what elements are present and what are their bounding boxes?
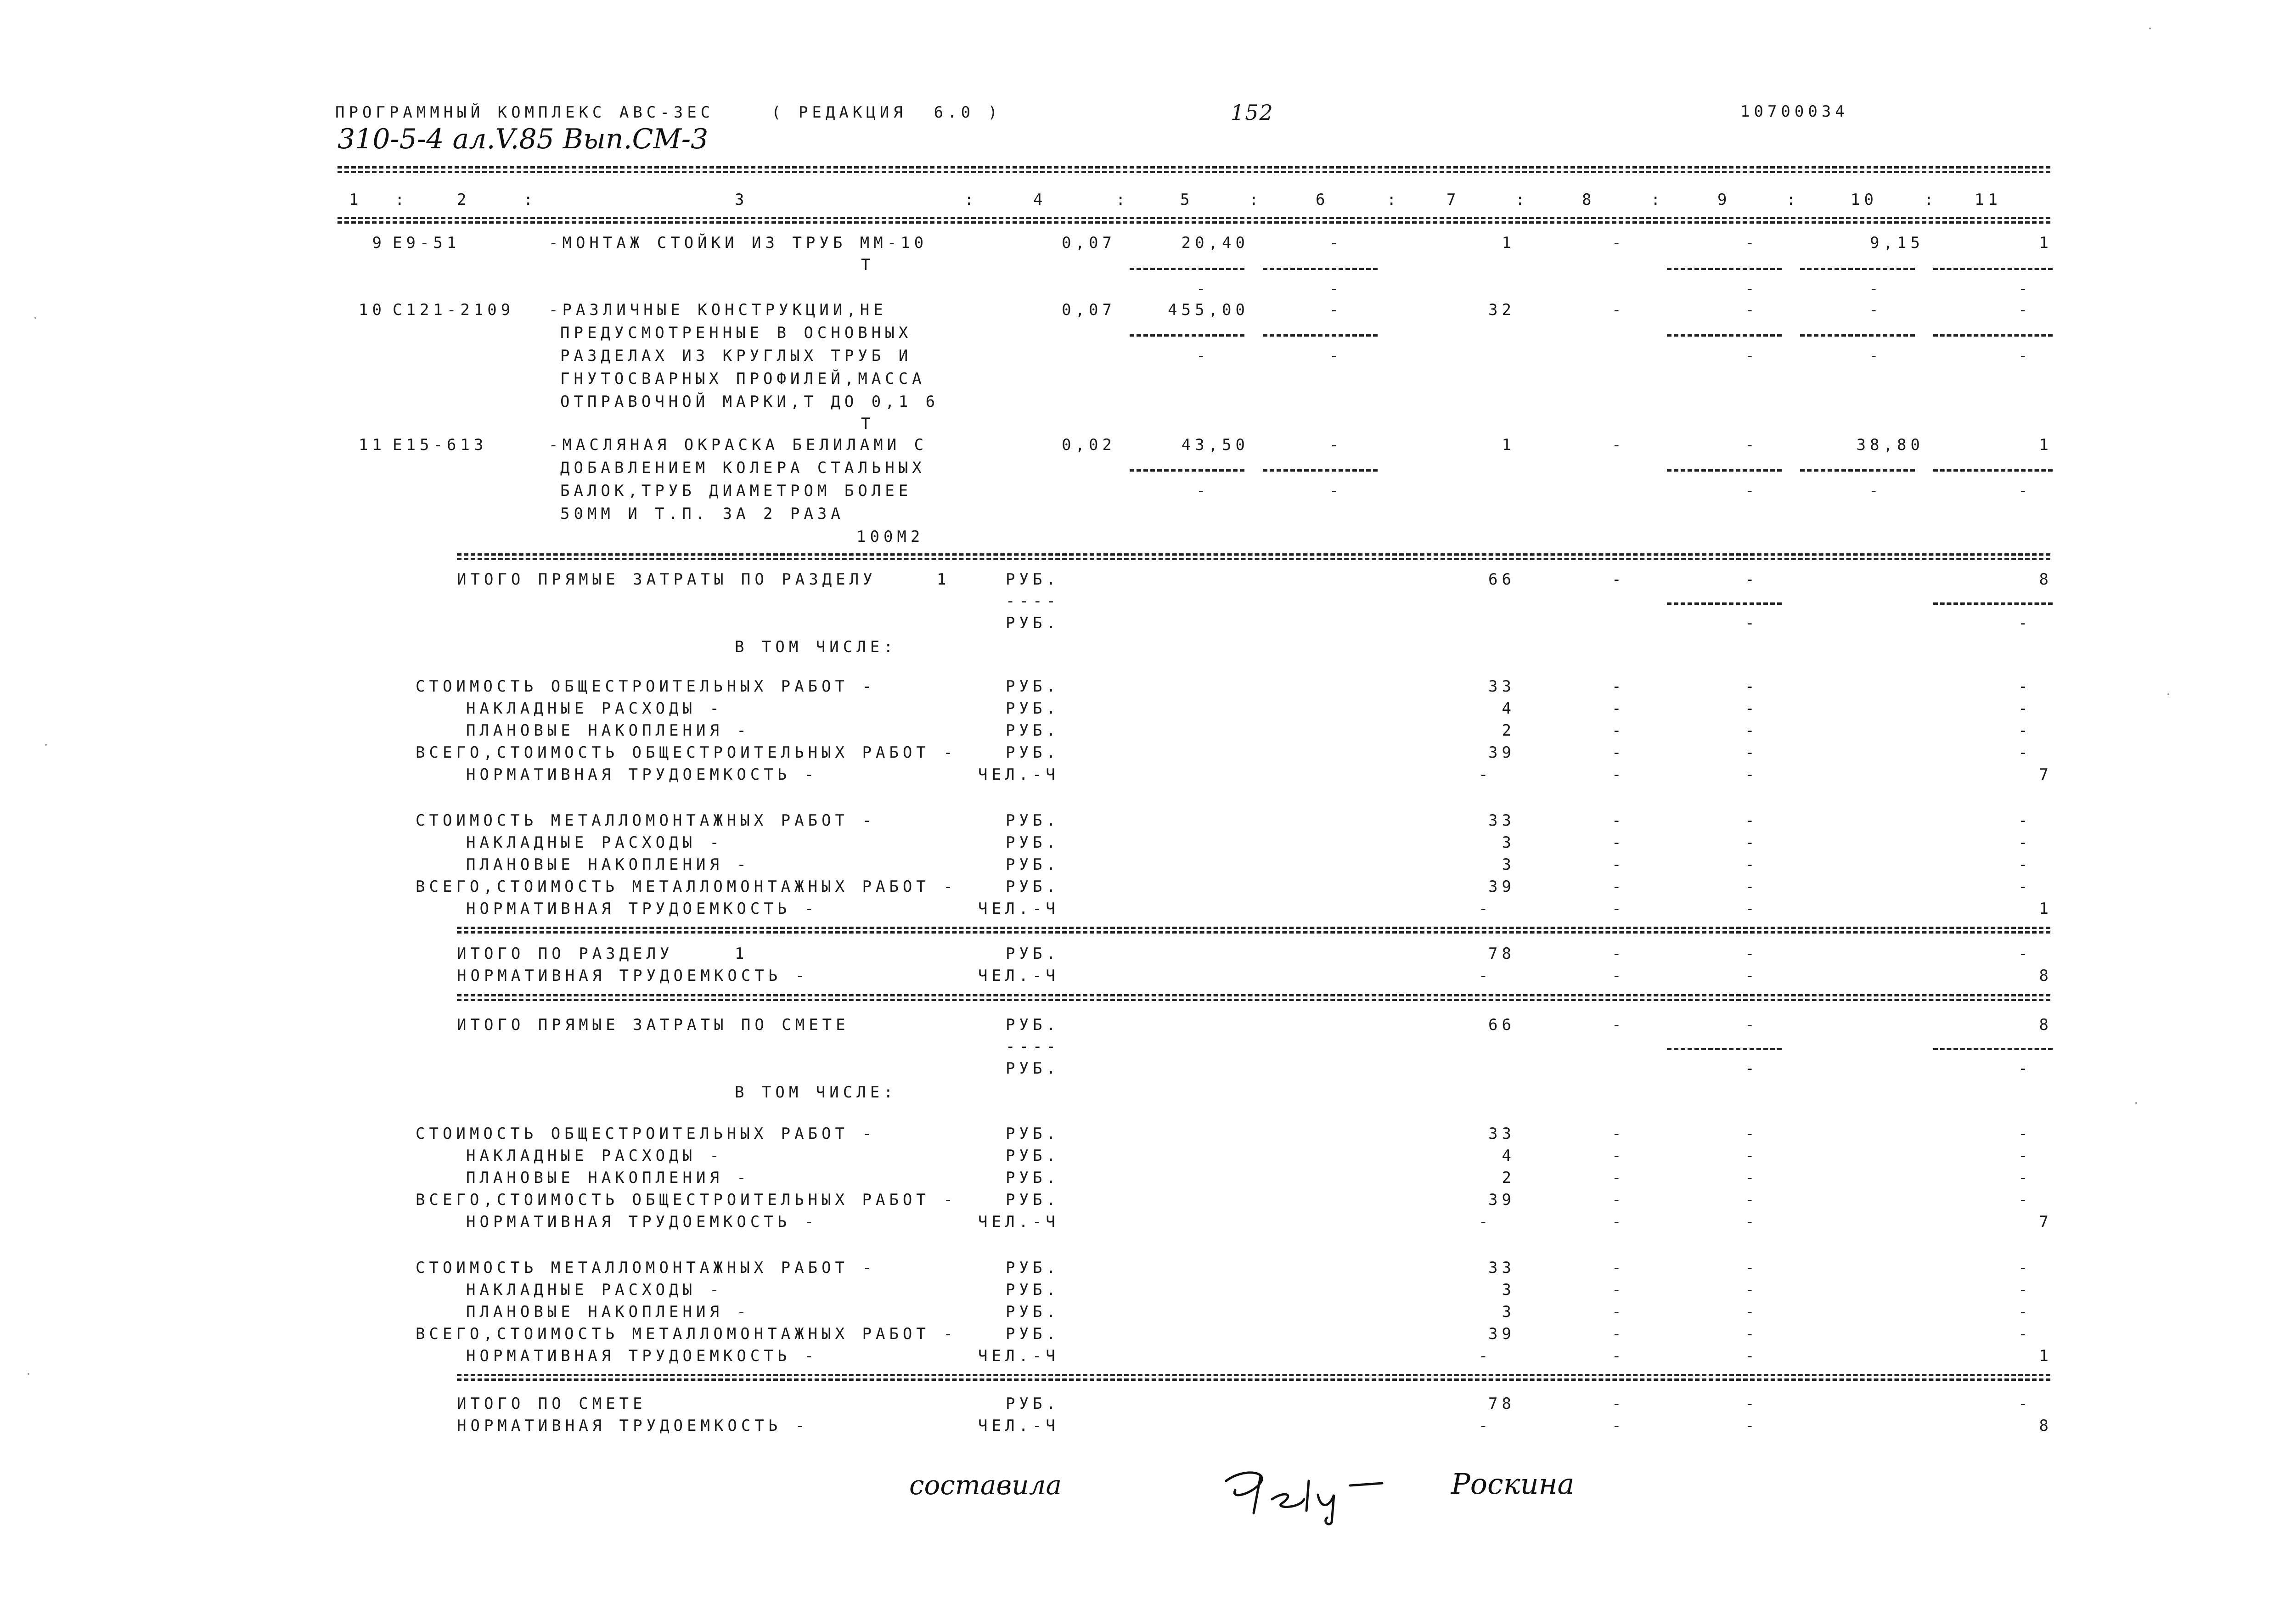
item-col9: - bbox=[1745, 234, 1759, 252]
item-description: -МАСЛЯНАЯ ОКРАСКА БЕЛИЛАМИ С bbox=[549, 436, 928, 454]
estimate-direct-col11: 8 bbox=[2039, 1016, 2053, 1034]
dash-col7: - bbox=[1479, 967, 1492, 985]
estimate-subrule bbox=[1933, 1048, 2053, 1050]
dash-col8: - bbox=[1612, 1281, 1626, 1299]
item-unit: 100М2 bbox=[856, 528, 924, 546]
item-description: 50ММ И Т.П. ЗА 2 РАЗА bbox=[560, 505, 844, 523]
gen-cost-label: СТОИМОСТЬ ОБЩЕСТРОИТЕЛЬНЫХ РАБОТ - bbox=[416, 1125, 876, 1143]
dash-col8: - bbox=[1612, 1347, 1626, 1365]
dash-col9: - bbox=[1745, 570, 1759, 589]
unit-rub: РУБ. bbox=[1006, 1191, 1060, 1209]
dash-col8: - bbox=[1612, 855, 1626, 874]
gen-total-label: ВСЕГО,СТОИМОСТЬ ОБЩЕСТРОИТЕЛЬНЫХ РАБОТ - bbox=[416, 743, 957, 762]
col-sep: : bbox=[395, 191, 409, 209]
item-col7: 1 bbox=[1502, 436, 1515, 454]
col-4: 4 bbox=[1033, 191, 1047, 209]
unit-rub: РУБ. bbox=[1006, 1169, 1060, 1187]
unit-rub: РУБ. bbox=[1006, 570, 1060, 589]
col-10: 10 bbox=[1851, 191, 1878, 209]
col-7: 7 bbox=[1446, 191, 1460, 209]
met-overhead-value: 3 bbox=[1502, 833, 1515, 852]
col-9: 9 bbox=[1717, 191, 1731, 209]
unit-rub: РУБ. bbox=[1006, 1395, 1060, 1413]
section-labor-col11: 8 bbox=[2039, 967, 2053, 985]
dash-col9: - bbox=[1745, 743, 1759, 762]
unit-chelh: ЧЕЛ.-Ч bbox=[978, 765, 1059, 784]
dash-col7: - bbox=[1479, 1417, 1492, 1435]
scan-speck bbox=[2135, 1102, 2137, 1104]
col-sep: : bbox=[1515, 191, 1529, 209]
overhead-value: 4 bbox=[1502, 1147, 1515, 1165]
dash-col8: - bbox=[1612, 878, 1626, 896]
unit-chelh: ЧЕЛ.-Ч bbox=[978, 1213, 1059, 1231]
item-sub-dash: - bbox=[2018, 347, 2032, 365]
item-description: -МОНТАЖ СТОЙКИ ИЗ ТРУБ ММ-10 bbox=[549, 234, 928, 252]
dashes-under-rub: ---- bbox=[1006, 1037, 1060, 1056]
item-subrule bbox=[1130, 268, 1244, 270]
dash-col8: - bbox=[1612, 833, 1626, 852]
item-col7: 32 bbox=[1488, 301, 1515, 319]
dash-col8: - bbox=[1612, 1169, 1626, 1187]
item-sub-dash: - bbox=[2018, 482, 2032, 500]
estimate-direct-label: ИТОГО ПРЯМЫЕ ЗАТРАТЫ ПО СМЕТЕ bbox=[457, 1016, 850, 1034]
dash-col8: - bbox=[1612, 945, 1626, 963]
dash-col7: - bbox=[1479, 765, 1492, 784]
unit-chelh: ЧЕЛ.-Ч bbox=[978, 1347, 1059, 1365]
dash-col9: - bbox=[1745, 614, 1759, 632]
dash-col9: - bbox=[1745, 1303, 1759, 1321]
dash-col9: - bbox=[1745, 1395, 1759, 1413]
dash-col9: - bbox=[1745, 1325, 1759, 1343]
dash-col11: - bbox=[2018, 945, 2032, 963]
unit-rub: РУБ. bbox=[1006, 614, 1060, 632]
item-sub-dash: - bbox=[1196, 482, 1210, 500]
item-number: 11 bbox=[359, 436, 386, 454]
dash-col9: - bbox=[1745, 1059, 1759, 1078]
unit-rub: РУБ. bbox=[1006, 699, 1060, 718]
item-unit: Т bbox=[861, 256, 875, 274]
unit-rub: РУБ. bbox=[1006, 1016, 1060, 1034]
labor-label: НОРМАТИВНАЯ ТРУДОЕМКОСТЬ - bbox=[466, 1347, 818, 1365]
item-description: ПРЕДУСМОТРЕННЫЕ В ОСНОВНЫХ bbox=[560, 324, 912, 342]
program-name: ПРОГРАММНЫЙ КОМПЛЕКС АВС-3ЕС bbox=[335, 103, 715, 122]
item-sub-dash: - bbox=[1329, 482, 1343, 500]
gen-cost-value: 33 bbox=[1488, 677, 1515, 696]
col-1: 1 bbox=[349, 191, 363, 209]
item-col11: 1 bbox=[2039, 234, 2053, 252]
estimate-total-label: ИТОГО ПО СМЕТЕ bbox=[457, 1395, 647, 1413]
met-cost-value: 33 bbox=[1488, 811, 1515, 830]
estimate-total-col7: 78 bbox=[1488, 1395, 1515, 1413]
item-description: ГНУТОСВАРНЫХ ПРОФИЛЕЙ,МАССА bbox=[560, 370, 926, 388]
item-sub-dash: - bbox=[1329, 347, 1343, 365]
dash-col11: - bbox=[2018, 833, 2032, 852]
unit-rub: РУБ. bbox=[1006, 811, 1060, 830]
section-total-label: ИТОГО ПО РАЗДЕЛУ bbox=[457, 945, 674, 963]
dash-col9: - bbox=[1745, 1347, 1759, 1365]
unit-rub: РУБ. bbox=[1006, 1059, 1060, 1078]
gen-total-value: 39 bbox=[1488, 743, 1515, 762]
section-subrule bbox=[1667, 602, 1782, 605]
scan-speck bbox=[45, 744, 47, 746]
dash-col7: - bbox=[1479, 1347, 1492, 1365]
item-description: РАЗДЕЛАХ ИЗ КРУГЛЫХ ТРУБ И bbox=[560, 347, 912, 365]
item-sub-dash: - bbox=[1745, 347, 1759, 365]
dash-col8: - bbox=[1612, 570, 1626, 589]
overhead-label: НАКЛАДНЫЕ РАСХОДЫ - bbox=[466, 833, 723, 852]
item-col10: 38,80 bbox=[1856, 436, 1924, 454]
scan-speck bbox=[2149, 28, 2151, 29]
dash-col8: - bbox=[1612, 967, 1626, 985]
section-subrule bbox=[1933, 602, 2053, 605]
section-rule bbox=[457, 553, 2050, 556]
dash-col9: - bbox=[1745, 1281, 1759, 1299]
dash-col11: - bbox=[2018, 1259, 2032, 1277]
item-code: Е9-51 bbox=[393, 234, 461, 252]
dash-col9: - bbox=[1745, 699, 1759, 718]
dash-col9: - bbox=[1745, 900, 1759, 918]
rule-header-1 bbox=[338, 217, 2050, 219]
gen-cost-value: 33 bbox=[1488, 1125, 1515, 1143]
dash-col9: - bbox=[1745, 833, 1759, 852]
dash-col8: - bbox=[1612, 811, 1626, 830]
unit-rub: РУБ. bbox=[1006, 1259, 1060, 1277]
labor-label: НОРМАТИВНАЯ ТРУДОЕМКОСТЬ - bbox=[466, 765, 818, 784]
unit-rub: РУБ. bbox=[1006, 1147, 1060, 1165]
dash-col11: - bbox=[2018, 811, 2032, 830]
section-including: В ТОМ ЧИСЛЕ: bbox=[735, 638, 897, 656]
item-col7: 1 bbox=[1502, 234, 1515, 252]
item-col8: - bbox=[1612, 436, 1626, 454]
dash-col9: - bbox=[1745, 1417, 1759, 1435]
item-subrule bbox=[1800, 268, 1915, 270]
dash-col8: - bbox=[1612, 1191, 1626, 1209]
savings-label: ПЛАНОВЫЕ НАКОПЛЕНИЯ - bbox=[466, 1169, 750, 1187]
met-cost-label: СТОИМОСТЬ МЕТАЛЛОМОНТАЖНЫХ РАБОТ - bbox=[416, 811, 876, 830]
dash-col9: - bbox=[1745, 1125, 1759, 1143]
unit-rub: РУБ. bbox=[1006, 878, 1060, 896]
met-total-value: 39 bbox=[1488, 1325, 1515, 1343]
doc-code: 10700034 bbox=[1740, 102, 1849, 121]
item-subrule bbox=[1933, 268, 2053, 270]
met-savings-value: 3 bbox=[1502, 1303, 1515, 1321]
met-labor-col11: 1 bbox=[2039, 1347, 2053, 1365]
met-cost-value: 33 bbox=[1488, 1259, 1515, 1277]
col-sep: : bbox=[1924, 191, 1938, 209]
dash-col8: - bbox=[1612, 721, 1626, 740]
gen-labor-col11: 7 bbox=[2039, 765, 2053, 784]
estimate-rule bbox=[457, 999, 2050, 1001]
dash-col8: - bbox=[1612, 1325, 1626, 1343]
item-subrule bbox=[1667, 469, 1782, 472]
item-unit-price: 43,50 bbox=[1181, 436, 1249, 454]
dash-col9: - bbox=[1745, 1147, 1759, 1165]
met-savings-value: 3 bbox=[1502, 855, 1515, 874]
scan-speck bbox=[28, 1373, 29, 1375]
rule-header-2 bbox=[338, 221, 2050, 224]
col-6: 6 bbox=[1316, 191, 1329, 209]
dash-col7: - bbox=[1479, 1213, 1492, 1231]
section-direct-number: 1 bbox=[937, 570, 951, 589]
item-subrule bbox=[1933, 334, 2053, 337]
section-total-number: 1 bbox=[735, 945, 748, 963]
section-rule bbox=[457, 558, 2050, 560]
labor-label: НОРМАТИВНАЯ ТРУДОЕМКОСТЬ - bbox=[466, 900, 818, 918]
dash-col11: - bbox=[2018, 1191, 2032, 1209]
dash-col11: - bbox=[2018, 1325, 2032, 1343]
met-cost-label: СТОИМОСТЬ МЕТАЛЛОМОНТАЖНЫХ РАБОТ - bbox=[416, 1259, 876, 1277]
gen-cost-label: СТОИМОСТЬ ОБЩЕСТРОИТЕЛЬНЫХ РАБОТ - bbox=[416, 677, 876, 696]
dash-col11: - bbox=[2018, 721, 2032, 740]
item-sub-dash: - bbox=[1745, 280, 1759, 298]
item-sub-dash: - bbox=[1329, 280, 1343, 298]
col-sep: : bbox=[1651, 191, 1665, 209]
col-sep: : bbox=[1786, 191, 1800, 209]
dash-col8: - bbox=[1612, 1259, 1626, 1277]
dash-col9: - bbox=[1745, 765, 1759, 784]
unit-rub: РУБ. bbox=[1006, 743, 1060, 762]
dash-col11: - bbox=[2018, 614, 2032, 632]
dash-col8: - bbox=[1612, 1147, 1626, 1165]
item-unit: Т bbox=[861, 415, 875, 433]
estimate-total-rule bbox=[457, 1374, 2050, 1376]
dash-col9: - bbox=[1745, 1191, 1759, 1209]
unit-rub: РУБ. bbox=[1006, 1125, 1060, 1143]
col-8: 8 bbox=[1582, 191, 1596, 209]
item-sub-dash: - bbox=[1745, 482, 1759, 500]
dash-col9: - bbox=[1745, 811, 1759, 830]
dash-col9: - bbox=[1745, 945, 1759, 963]
section-total-rule bbox=[457, 927, 2050, 929]
met-total-label: ВСЕГО,СТОИМОСТЬ МЕТАЛЛОМОНТАЖНЫХ РАБОТ - bbox=[416, 878, 957, 896]
dash-col9: - bbox=[1745, 1169, 1759, 1187]
dash-col8: - bbox=[1612, 900, 1626, 918]
dash-col9: - bbox=[1745, 1259, 1759, 1277]
dash-col7: - bbox=[1479, 900, 1492, 918]
dash-col8: - bbox=[1612, 1016, 1626, 1034]
dash-col8: - bbox=[1612, 1395, 1626, 1413]
unit-rub: РУБ. bbox=[1006, 677, 1060, 696]
col-2: 2 bbox=[457, 191, 471, 209]
unit-rub: РУБ. bbox=[1006, 721, 1060, 740]
item-col9: - bbox=[1745, 301, 1759, 319]
item-unit-price: 455,00 bbox=[1168, 301, 1249, 319]
dash-col9: - bbox=[1745, 878, 1759, 896]
item-sub-dash: - bbox=[1196, 347, 1210, 365]
estimate-rule bbox=[457, 994, 2050, 996]
item-description: БАЛОК,ТРУБ ДИАМЕТРОМ БОЛЕЕ bbox=[560, 482, 912, 500]
estimate-including: В ТОМ ЧИСЛЕ: bbox=[735, 1083, 897, 1102]
dash-col9: - bbox=[1745, 677, 1759, 696]
estimate-labor-col11: 8 bbox=[2039, 1417, 2053, 1435]
section-direct-label: ИТОГО ПРЯМЫЕ ЗАТРАТЫ ПО РАЗДЕЛУ bbox=[457, 570, 877, 589]
item-quantity: 0,07 bbox=[1062, 301, 1116, 319]
item-sub-dash: - bbox=[2018, 280, 2032, 298]
savings-label: ПЛАНОВЫЕ НАКОПЛЕНИЯ - bbox=[466, 721, 750, 740]
unit-rub: РУБ. bbox=[1006, 1325, 1060, 1343]
dash-col11: - bbox=[2018, 855, 2032, 874]
met-total-value: 39 bbox=[1488, 878, 1515, 896]
item-col6: - bbox=[1329, 301, 1343, 319]
unit-rub: РУБ. bbox=[1006, 855, 1060, 874]
section-total-col7: 78 bbox=[1488, 945, 1515, 963]
item-subrule bbox=[1263, 268, 1378, 270]
labor-label: НОРМАТИВНАЯ ТРУДОЕМКОСТЬ - bbox=[457, 967, 809, 985]
dash-col11: - bbox=[2018, 1059, 2032, 1078]
edition: ( РЕДАКЦИЯ 6.0 ) bbox=[771, 103, 1002, 122]
item-col6: - bbox=[1329, 234, 1343, 252]
item-sub-dash: - bbox=[1869, 482, 1883, 500]
col-3: 3 bbox=[735, 191, 748, 209]
dash-col8: - bbox=[1612, 699, 1626, 718]
overhead-value: 4 bbox=[1502, 699, 1515, 718]
overhead-label: НАКЛАДНЫЕ РАСХОДЫ - bbox=[466, 1147, 723, 1165]
savings-label: ПЛАНОВЫЕ НАКОПЛЕНИЯ - bbox=[466, 1303, 750, 1321]
col-sep: : bbox=[1116, 191, 1130, 209]
dash-col11: - bbox=[2018, 699, 2032, 718]
overhead-label: НАКЛАДНЫЕ РАСХОДЫ - bbox=[466, 1281, 723, 1299]
item-code: С121-2109 bbox=[393, 301, 515, 319]
signature bbox=[1217, 1463, 1391, 1527]
unit-rub: РУБ. bbox=[1006, 945, 1060, 963]
col-sep: : bbox=[523, 191, 537, 209]
unit-chelh: ЧЕЛ.-Ч bbox=[978, 1417, 1059, 1435]
item-col10: 9,15 bbox=[1870, 234, 1924, 252]
dash-col8: - bbox=[1612, 743, 1626, 762]
dash-col9: - bbox=[1745, 855, 1759, 874]
item-quantity: 0,07 bbox=[1062, 234, 1116, 252]
item-quantity: 0,02 bbox=[1062, 436, 1116, 454]
savings-value: 2 bbox=[1502, 1169, 1515, 1187]
item-number: 10 bbox=[359, 301, 386, 319]
dash-col8: - bbox=[1612, 1303, 1626, 1321]
dash-col11: - bbox=[2018, 1395, 2032, 1413]
compiler-name: Роскина bbox=[1451, 1467, 1575, 1501]
dash-col9: - bbox=[1745, 1213, 1759, 1231]
dash-col11: - bbox=[2018, 1281, 2032, 1299]
col-sep: : bbox=[964, 191, 978, 209]
met-total-label: ВСЕГО,СТОИМОСТЬ МЕТАЛЛОМОНТАЖНЫХ РАБОТ - bbox=[416, 1325, 957, 1343]
item-subrule bbox=[1800, 469, 1915, 472]
col-5: 5 bbox=[1180, 191, 1194, 209]
item-subrule bbox=[1800, 334, 1915, 337]
item-sub-dash: - bbox=[1196, 280, 1210, 298]
dash-col9: - bbox=[1745, 721, 1759, 740]
item-col10: - bbox=[1869, 301, 1883, 319]
unit-chelh: ЧЕЛ.-Ч bbox=[978, 900, 1059, 918]
dash-col11: - bbox=[2018, 1147, 2032, 1165]
item-sub-dash: - bbox=[1869, 280, 1883, 298]
scan-speck bbox=[2167, 693, 2169, 695]
section-direct-col7: 66 bbox=[1488, 570, 1515, 589]
savings-label: ПЛАНОВЫЕ НАКОПЛЕНИЯ - bbox=[466, 855, 750, 874]
unit-chelh: ЧЕЛ.-Ч bbox=[978, 967, 1059, 985]
item-unit-price: 20,40 bbox=[1181, 234, 1249, 252]
col-11: 11 bbox=[1975, 191, 2002, 209]
dash-col11: - bbox=[2018, 1169, 2032, 1187]
gen-total-value: 39 bbox=[1488, 1191, 1515, 1209]
item-subrule bbox=[1130, 334, 1244, 337]
item-col11: - bbox=[2018, 301, 2032, 319]
estimate-subrule bbox=[1667, 1048, 1782, 1050]
scan-speck bbox=[34, 317, 36, 319]
item-subrule bbox=[1933, 469, 2053, 472]
item-description: ДОБАВЛЕНИЕМ КОЛЕРА СТАЛЬНЫХ bbox=[560, 459, 926, 477]
dash-col11: - bbox=[2018, 677, 2032, 696]
dash-col8: - bbox=[1612, 677, 1626, 696]
item-col11: 1 bbox=[2039, 436, 2053, 454]
unit-rub: РУБ. bbox=[1006, 833, 1060, 852]
item-subrule bbox=[1263, 334, 1378, 337]
item-subrule bbox=[1263, 469, 1378, 472]
dash-col11: - bbox=[2018, 1303, 2032, 1321]
item-sub-dash: - bbox=[1869, 347, 1883, 365]
dash-col9: - bbox=[1745, 967, 1759, 985]
dash-col11: - bbox=[2018, 743, 2032, 762]
section-direct-col11: 8 bbox=[2039, 570, 2053, 589]
met-labor-col11: 1 bbox=[2039, 900, 2053, 918]
rule-top-1 bbox=[338, 166, 2050, 169]
col-sep: : bbox=[1387, 191, 1401, 209]
gen-labor-col11: 7 bbox=[2039, 1213, 2053, 1231]
dash-col8: - bbox=[1612, 1417, 1626, 1435]
overhead-label: НАКЛАДНЫЕ РАСХОДЫ - bbox=[466, 699, 723, 718]
dash-col8: - bbox=[1612, 1125, 1626, 1143]
item-col8: - bbox=[1612, 234, 1626, 252]
estimate-total-rule bbox=[457, 1378, 2050, 1381]
handwritten-reference: 310-5-4 ал.V.85 Вып.СМ-3 bbox=[338, 123, 709, 155]
item-subrule bbox=[1130, 469, 1244, 472]
dash-col8: - bbox=[1612, 1213, 1626, 1231]
estimate-direct-col7: 66 bbox=[1488, 1016, 1515, 1034]
item-subrule bbox=[1667, 334, 1782, 337]
unit-rub: РУБ. bbox=[1006, 1281, 1060, 1299]
gen-total-label: ВСЕГО,СТОИМОСТЬ ОБЩЕСТРОИТЕЛЬНЫХ РАБОТ - bbox=[416, 1191, 957, 1209]
unit-rub: РУБ. bbox=[1006, 1303, 1060, 1321]
dash-col8: - bbox=[1612, 765, 1626, 784]
item-description: -РАЗЛИЧНЫЕ КОНСТРУКЦИИ,НЕ bbox=[549, 301, 887, 319]
labor-label: НОРМАТИВНАЯ ТРУДОЕМКОСТЬ - bbox=[466, 1213, 818, 1231]
met-overhead-value: 3 bbox=[1502, 1281, 1515, 1299]
item-col8: - bbox=[1612, 301, 1626, 319]
savings-value: 2 bbox=[1502, 721, 1515, 740]
item-description: ОТПРАВОЧНОЙ МАРКИ,Т ДО 0,1 6 bbox=[560, 393, 940, 411]
section-total-rule bbox=[457, 931, 2050, 934]
labor-label: НОРМАТИВНАЯ ТРУДОЕМКОСТЬ - bbox=[457, 1417, 809, 1435]
item-col9: - bbox=[1745, 436, 1759, 454]
item-number: 9 bbox=[372, 234, 386, 252]
dash-col9: - bbox=[1745, 1016, 1759, 1034]
compiled-by-label: составила bbox=[909, 1469, 1062, 1501]
item-col6: - bbox=[1329, 436, 1343, 454]
item-subrule bbox=[1667, 268, 1782, 270]
page-number: 152 bbox=[1231, 100, 1274, 125]
dash-col11: - bbox=[2018, 878, 2032, 896]
dash-col11: - bbox=[2018, 1125, 2032, 1143]
item-code: Е15-613 bbox=[393, 436, 488, 454]
col-sep: : bbox=[1249, 191, 1263, 209]
dashes-under-rub: ---- bbox=[1006, 592, 1060, 610]
rule-top-2 bbox=[338, 171, 2050, 173]
